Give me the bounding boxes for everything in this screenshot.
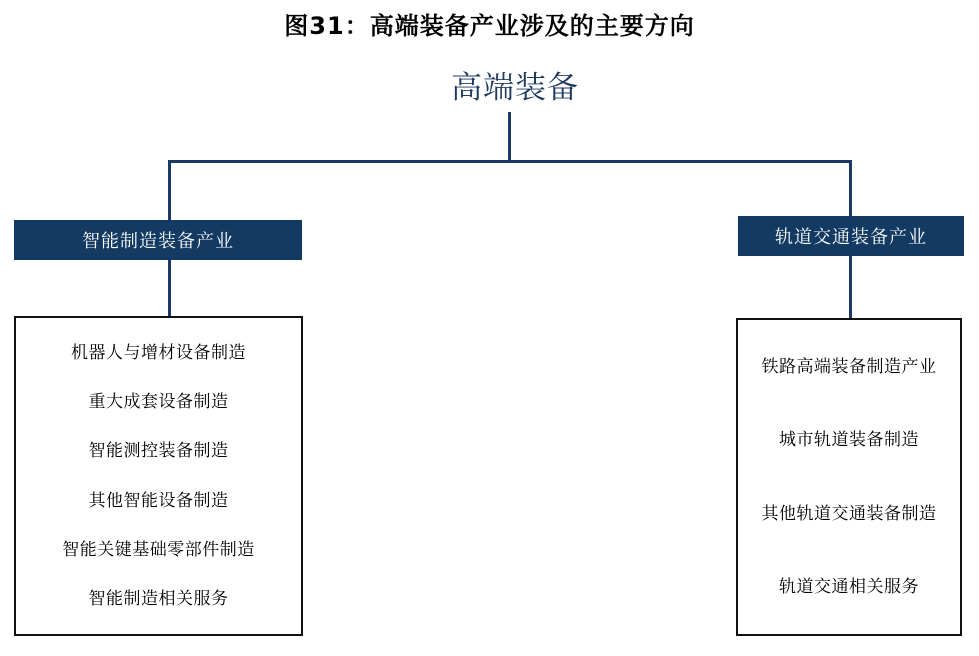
list-item: 智能测控装备制造 [88, 441, 229, 462]
list-item: 铁路高端装备制造产业 [761, 356, 937, 377]
connector-left-down [168, 160, 171, 220]
connector-right-down [849, 160, 852, 216]
category-label-rail-transit: 轨道交通装备产业 [775, 227, 927, 248]
list-item: 智能制造相关服务 [88, 589, 229, 610]
connector-root-down [508, 112, 511, 162]
connector-right-to-box [849, 256, 852, 318]
connector-left-to-box [168, 260, 171, 316]
list-item: 轨道交通相关服务 [779, 577, 919, 598]
list-item: 重大成套设备制造 [88, 391, 229, 412]
list-item: 城市轨道装备制造 [779, 430, 919, 451]
figure-title: 图31：高端装备产业涉及的主要方向 [284, 12, 695, 40]
category-label-intelligent-manufacturing: 智能制造装备产业 [82, 231, 234, 252]
list-item: 其他轨道交通装备制造 [761, 503, 937, 524]
category-intelligent-manufacturing [14, 220, 302, 260]
list-item: 智能关键基础零部件制造 [62, 539, 255, 560]
root-node: 高端装备 [451, 70, 579, 106]
list-item: 其他智能设备制造 [88, 490, 229, 511]
list-item: 机器人与增材设备制造 [71, 342, 246, 363]
items-box-intelligent-manufacturing [14, 316, 303, 636]
category-rail-transit [738, 216, 964, 256]
connector-horizontal [168, 160, 852, 163]
items-box-rail-transit [736, 318, 962, 636]
